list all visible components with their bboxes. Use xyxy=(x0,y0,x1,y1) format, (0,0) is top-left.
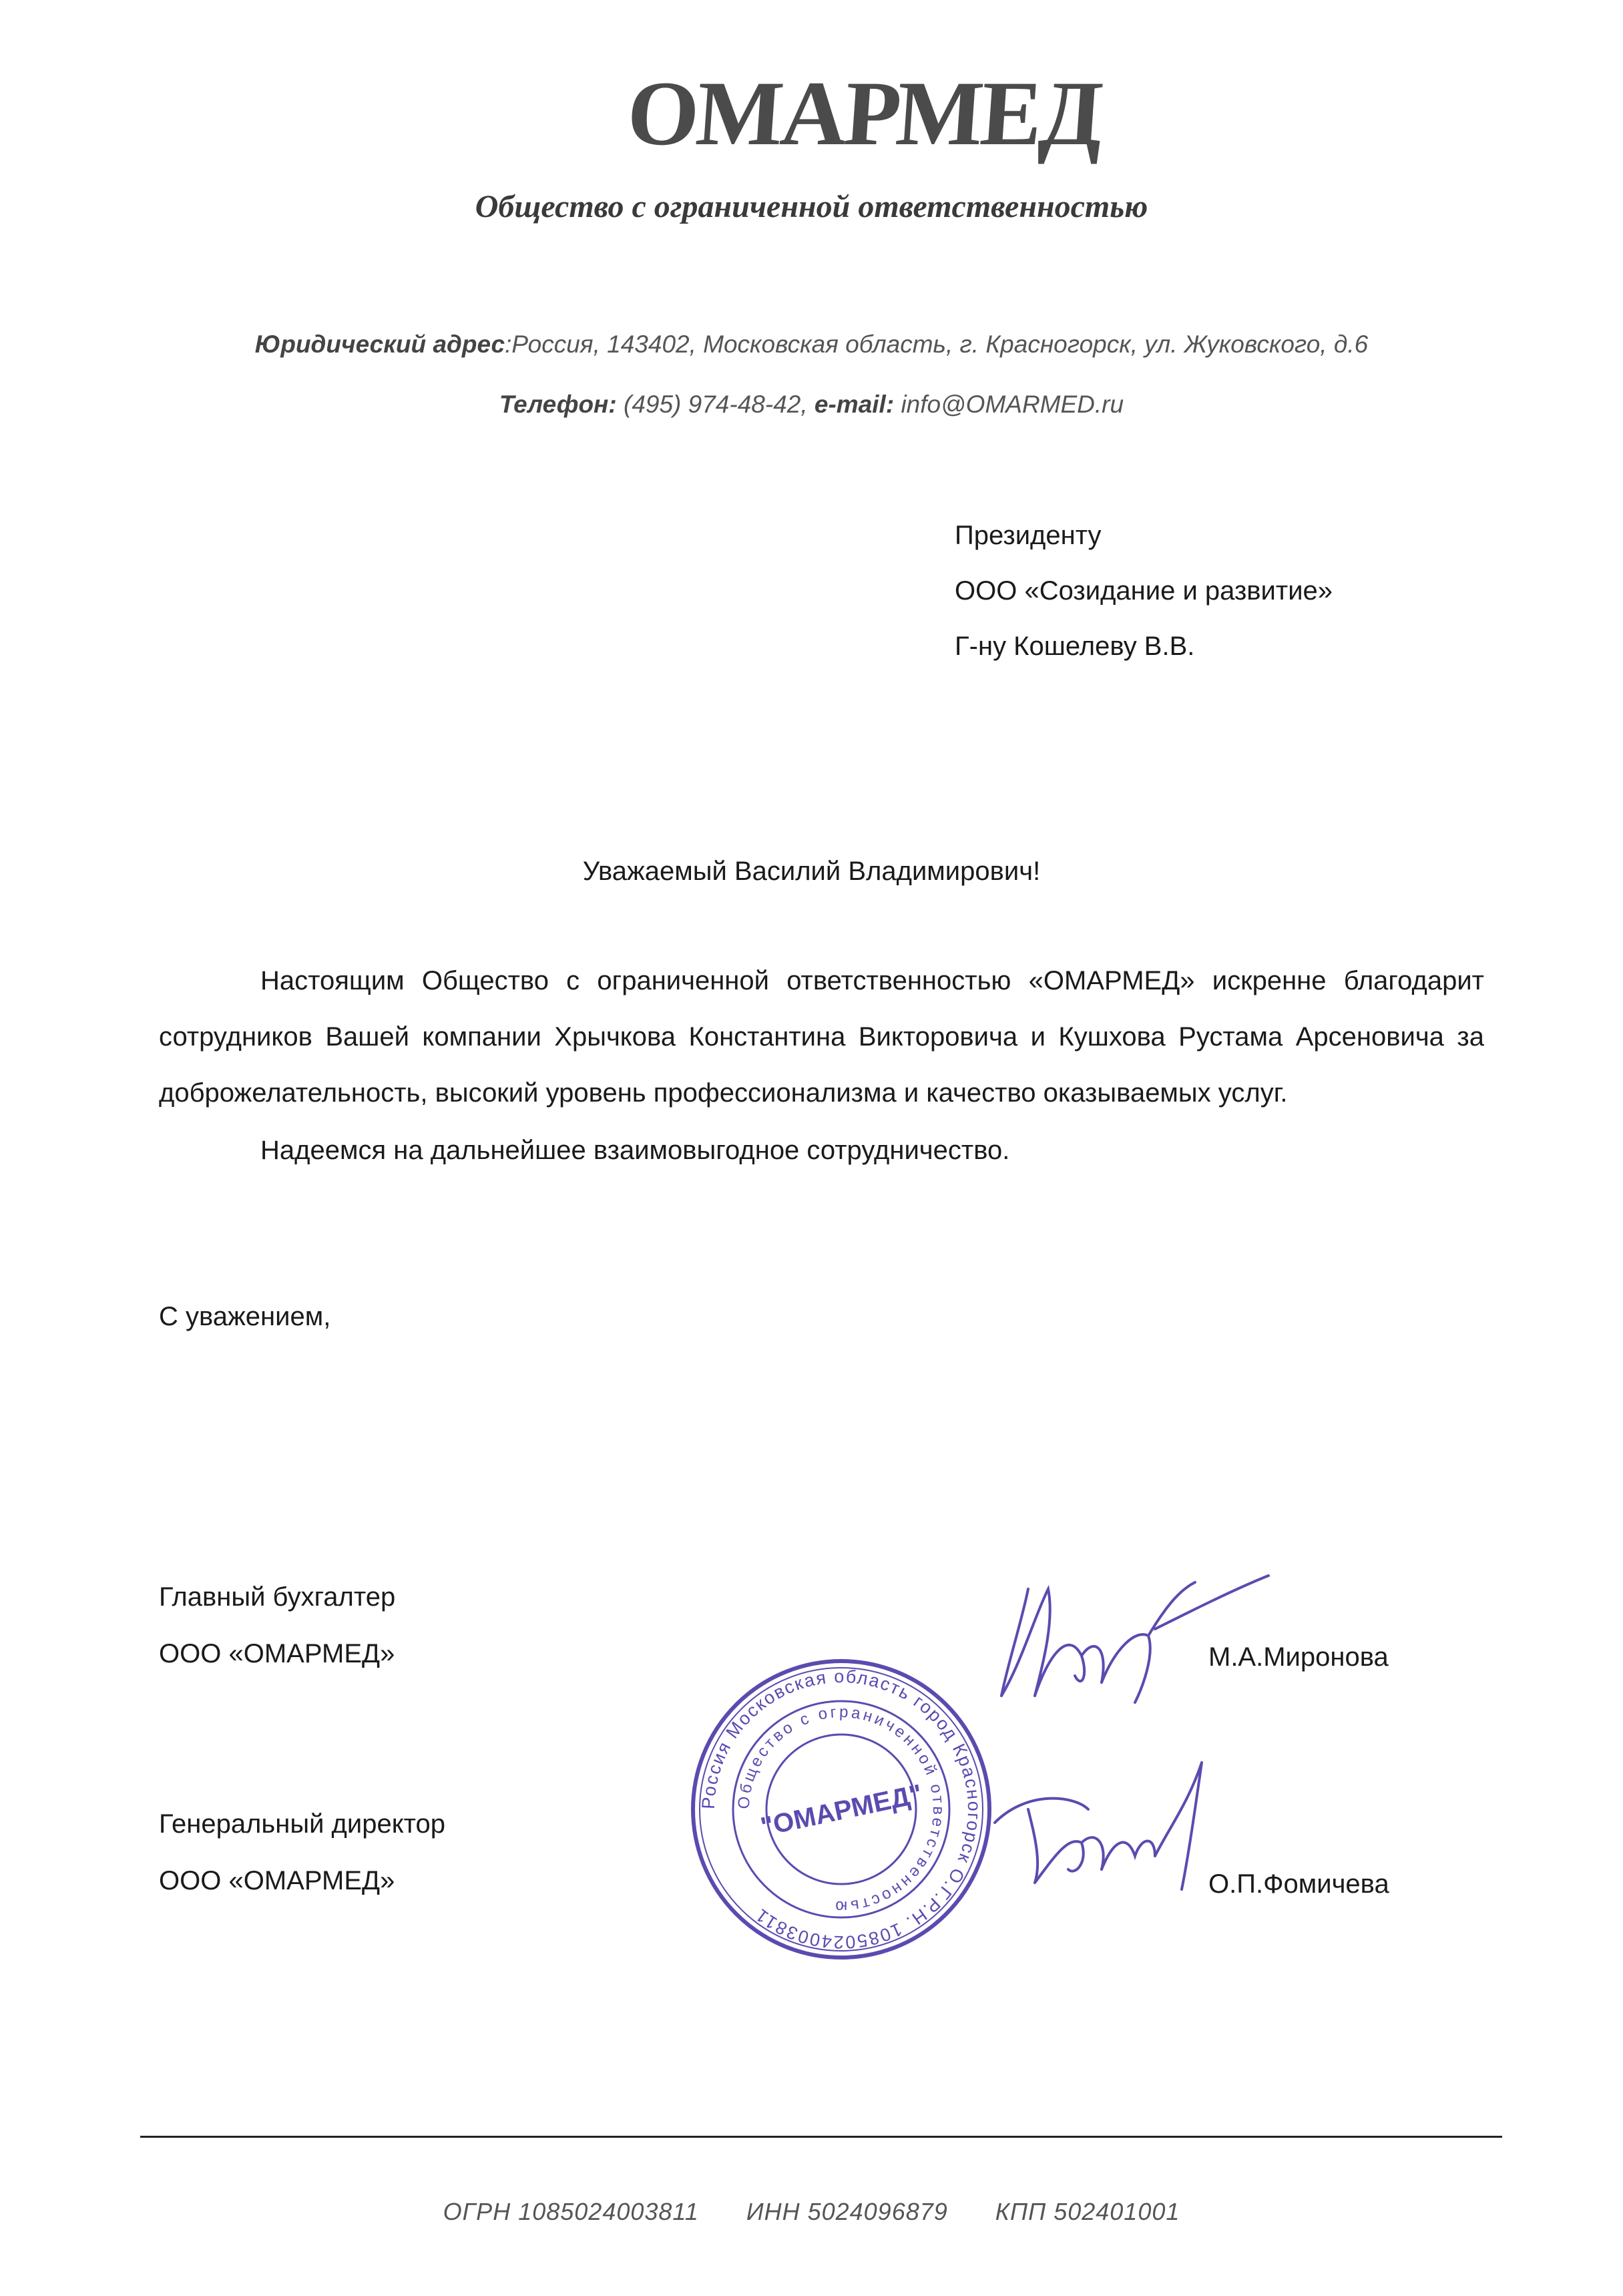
accountant-name: М.А.Миронова xyxy=(1208,1642,1389,1672)
accountant-org: ООО «ОМАРМЕД» xyxy=(159,1639,395,1668)
stamp-outer-text: Россия Московская область город Красногорск О.Г.Р.Н. 1085024003811 xyxy=(698,1666,985,1953)
address-value: :Россия, 143402, Московская область, г. Красногорск, ул. Жуковского, д.6 xyxy=(505,330,1369,358)
footer-registration xyxy=(0,2198,1623,2226)
phone-label: Телефон: xyxy=(499,391,617,418)
contact-line: Телефон: (495) 974-48-42, e-mail: info@OMARMED.ru xyxy=(499,391,1124,418)
address-label: Юридический адрес xyxy=(254,330,505,358)
company-logo xyxy=(624,62,1104,164)
footer-inn: ИНН 5024096879 xyxy=(746,2198,948,2225)
recipient-name: Г-ну Кошелеву В.В. xyxy=(955,632,1195,661)
phone-value: (495) 974-48-42 xyxy=(624,391,801,418)
stamp-center-text: "ОМАРМЕД" xyxy=(758,1779,925,1843)
logo-text: ОМАРМЕД xyxy=(624,62,1104,164)
director-name: О.П.Фомичева xyxy=(1208,1869,1389,1899)
recipient-org: ООО «Созидание и развитие» xyxy=(955,576,1333,606)
accountant-signature xyxy=(981,1562,1275,1716)
company-stamp xyxy=(688,1656,995,1963)
company-type: Общество с ограниченной ответственностью xyxy=(475,189,1148,224)
email-value: info@OMARMED.ru xyxy=(901,391,1124,418)
footer-divider xyxy=(140,2136,1502,2138)
stamp-inner-text: Общество с ограниченной ответственностью xyxy=(734,1702,948,1916)
accountant-title: Главный бухгалтер xyxy=(159,1582,396,1612)
email-label: e-mail: xyxy=(814,391,895,418)
greeting: Уважаемый Василий Владимирович! xyxy=(582,857,1041,886)
director-org: ООО «ОМАРМЕД» xyxy=(159,1866,395,1895)
legal-address xyxy=(0,330,1623,359)
director-title: Генеральный директор xyxy=(159,1809,446,1839)
footer-kpp: КПП 502401001 xyxy=(995,2198,1180,2225)
body-paragraph-2: Надеемся на дальнейшее взаимовыгодное сотрудничество. xyxy=(260,1136,1010,1165)
closing: С уважением, xyxy=(159,1302,331,1331)
body-paragraph-1: Настоящим Общество с ограниченной ответственностью «ОМАРМЕД» искренне благодарит сотрудников Вашей компании Хрычкова Константина Викторовича и Кушхова Рустама Арсеновича за доброжелательность, высокий уровень профессионализма и качество оказываемых услуг. xyxy=(159,966,1484,1108)
recipient-title: Президенту xyxy=(955,521,1102,550)
director-signature xyxy=(988,1749,1242,1903)
footer-ogrn: ОГРН 1085024003811 xyxy=(443,2198,699,2225)
